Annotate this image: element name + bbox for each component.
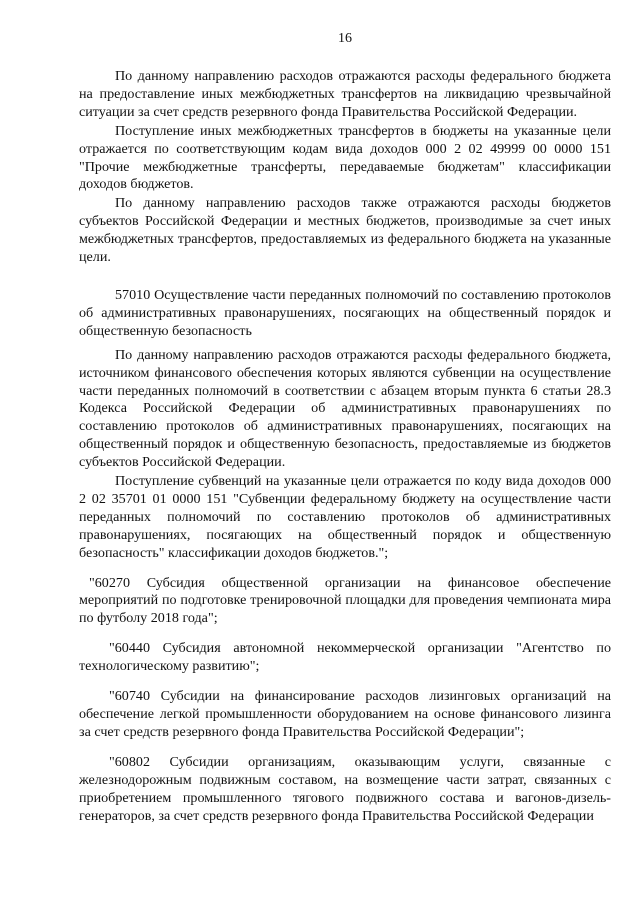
- paragraph-transfer-receipt: Поступление иных межбюджетных трансфертов в бюджеты на указанные цели отражается по соответствующим кодам вида доходов 000 2 02 49999 00 0000 151 "Прочие межбюджетные трансферты, передаваемые бюджетам" классификации доходов бюджетов.: [79, 122, 611, 193]
- paragraph-regional-expenses: По данному направлению расходов также отражаются расходы бюджетов субъектов Российской Федерации и местных бюджетов, производимые за счет иных межбюджетных трансфертов, предоставляемых из федерального бюджета на указанные цели.: [79, 195, 611, 266]
- entry-60440: "60440 Субсидия автономной некоммерческой организации "Агентство по технологическому развитию";: [79, 640, 611, 675]
- page-number: 16: [338, 31, 352, 46]
- entry-60740: "60740 Субсидии на финансирование расходов лизинговых организаций на обеспечение легкой промышленности оборудованием на основе финансового лизинга за счет средств резервного фонда Правительства Российской Федерации";: [79, 688, 611, 740]
- heading-57010: 57010 Осуществление части переданных полномочий по составлению протоколов об административных правонарушениях, посягающих на общественный порядок и общественную безопасность: [79, 286, 611, 339]
- paragraph-57010-expenses: По данному направлению расходов отражаются расходы федерального бюджета, источником финансового обеспечения которых являются субвенции на осуществление части переданных полномочий в соответствии с абзацем вторым пункта 6 статьи 28.3 Кодекса Российской Федерации об административных правонарушениях по составлению протоколов об административных правонарушениях, посягающих на общественный порядок и общественную безопасность, предоставляемые из бюджетов субъектов Российской Федерации.: [79, 346, 611, 471]
- entry-60270: "60270 Субсидия общественной организации на финансовое обеспечение мероприятий по подготовке тренировочной площадки для проведения чемпионата мира по футболу 2018 года";: [79, 574, 611, 627]
- entry-60802: "60802 Субсидии организациям, оказывающим услуги, связанные с железнодорожным подвижным составом, на возмещение части затрат, связанных с приобретением промышленного тягового подвижного состава и вагонов-дизель-генераторов, за счет средств резервного фонда Правительства Российской Федерации: [79, 753, 611, 824]
- paragraph-57010-receipt: Поступление субвенций на указанные цели отражается по коду вида доходов 000 2 02 35701 01 0000 151 "Субвенции федеральному бюджету на осуществление части переданных полномочий по составлению протоколов об административных правонарушениях, посягающих на общественный порядок и общественную безопасность" классификации доходов бюджетов.";: [79, 473, 611, 561]
- document-page: [79, 30, 611, 825]
- paragraph-reserve-fund-transfers: По данному направлению расходов отражаются расходы федерального бюджета на предоставление иных межбюджетных трансфертов на ликвидацию чрезвычайной ситуации за счет средств резервного фонда Правительства Российской Федерации.: [79, 68, 611, 120]
